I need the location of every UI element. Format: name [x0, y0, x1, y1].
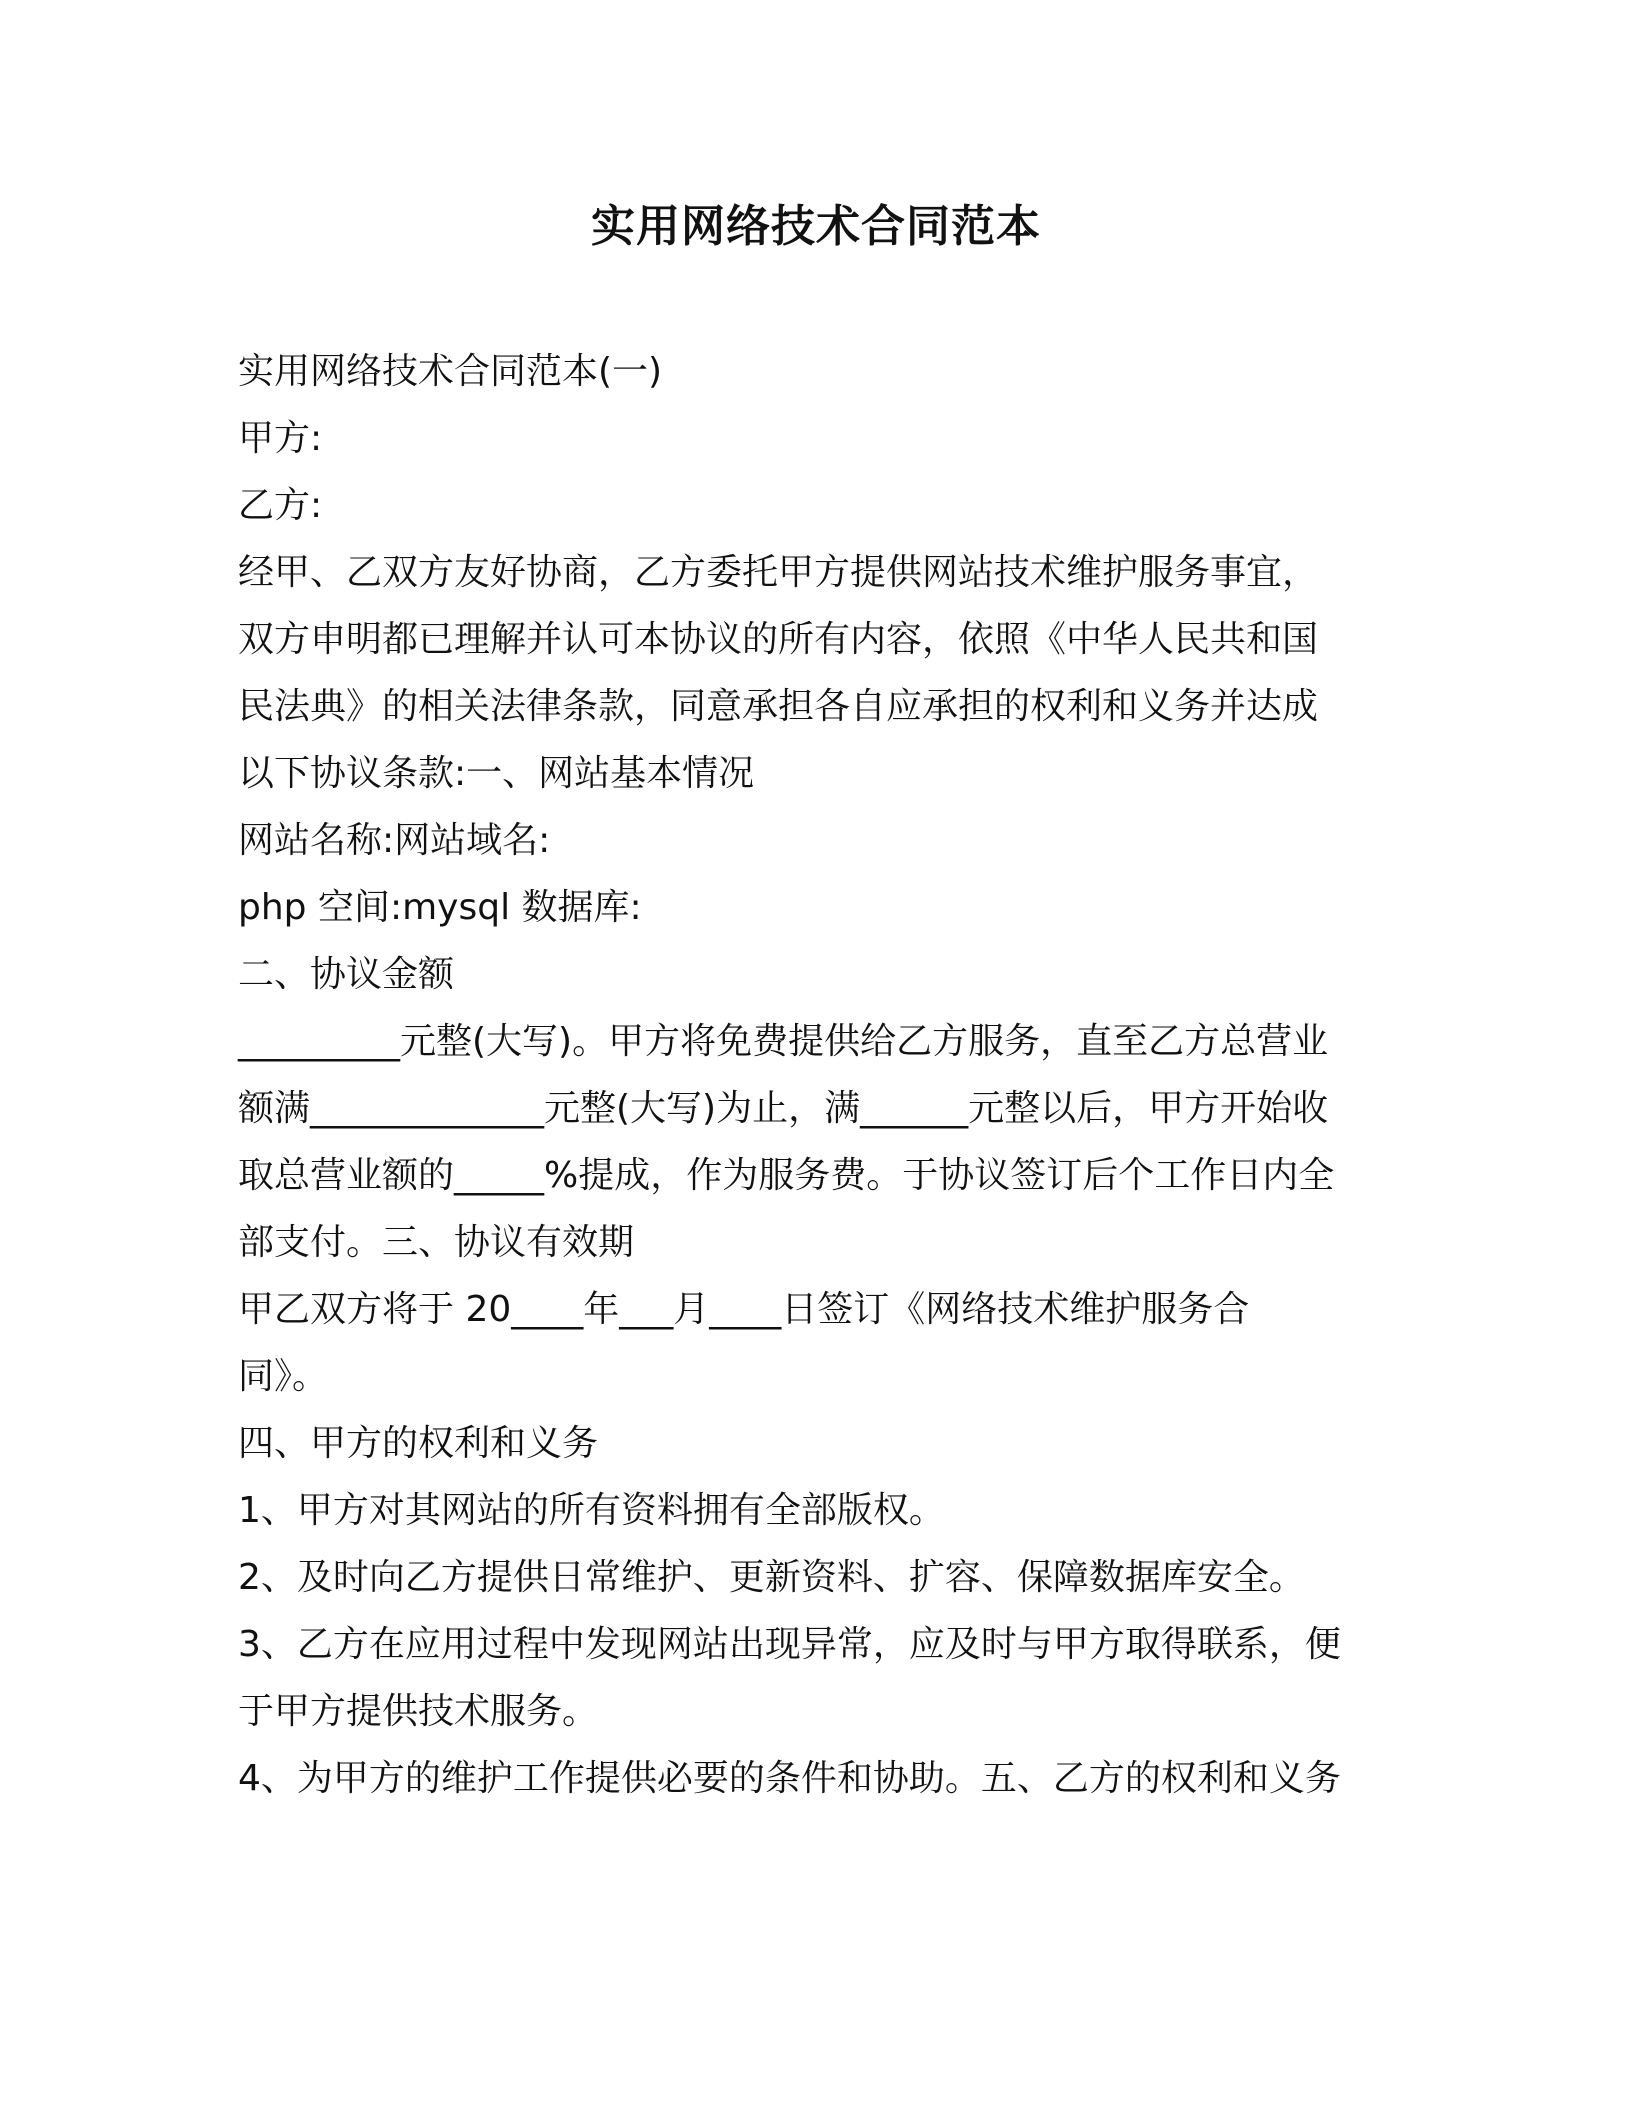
paragraph-line: 民法典》的相关法律条款，同意承担各自应承担的权利和义务并达成 — [238, 686, 1319, 727]
document-title: 实用网络技术合同范本 — [591, 201, 1041, 252]
list-item: 2、及时向乙方提供日常维护、更新资料、扩容、保障数据库安全。 — [238, 1557, 1305, 1598]
section-heading: 二、协议金额 — [238, 954, 455, 995]
paragraph-line: 以下协议条款:一、网站基本情况 — [238, 753, 755, 794]
document-body — [238, 338, 1398, 1812]
list-item: 1、甲方对其网站的所有资料拥有全部版权。 — [238, 1490, 945, 1531]
website-name-line: 网站名称:网站域名: — [238, 820, 551, 861]
paragraph-line: 取总营业额的_____%提成，作为服务费。于协议签订后个工作日内全 — [238, 1155, 1335, 1196]
paragraph-line: 双方申明都已理解并认可本协议的所有内容，依照《中华人民共和国 — [238, 619, 1319, 660]
database-line: php 空间:mysql 数据库: — [238, 887, 642, 928]
paragraph-line: 经甲、乙双方友好协商，乙方委托甲方提供网站技术维护服务事宜， — [238, 552, 1319, 593]
paragraph-line: 额满_____________元整(大写)为止，满______元整以后，甲方开始收 — [238, 1088, 1329, 1129]
party-b-line: 乙方: — [238, 485, 323, 526]
paragraph-line: _________元整(大写)。甲方将免费提供给乙方服务，直至乙方总营业 — [238, 1021, 1329, 1062]
list-item: 3、乙方在应用过程中发现网站出现异常，应及时与甲方取得联系，便 — [238, 1624, 1341, 1665]
contract-subtitle: 实用网络技术合同范本(一) — [238, 351, 663, 392]
list-item: 4、为甲方的维护工作提供必要的条件和协助。五、乙方的权利和义务 — [238, 1758, 1341, 1799]
list-item-continuation: 于甲方提供技术服务。 — [238, 1691, 599, 1732]
paragraph-line: 甲乙双方将于 20____年___月____日签订《网络技术维护服务合 — [238, 1289, 1250, 1330]
paragraph-line: 同》。 — [238, 1356, 329, 1397]
party-a-line: 甲方: — [238, 418, 323, 459]
section-heading: 四、甲方的权利和义务 — [238, 1423, 599, 1464]
paragraph-line: 部支付。三、协议有效期 — [238, 1222, 635, 1263]
